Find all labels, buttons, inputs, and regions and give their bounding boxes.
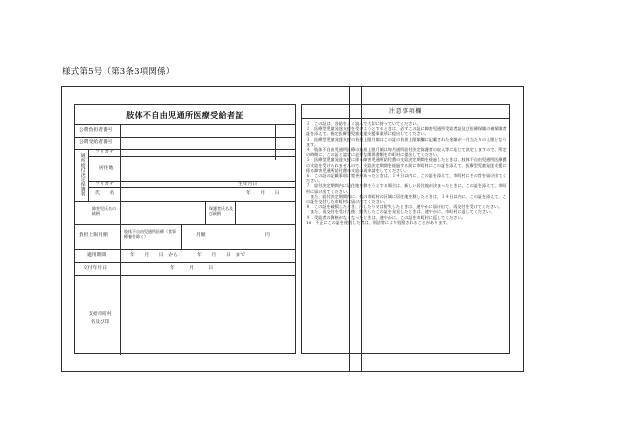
notes-body — [306, 121, 507, 225]
certificate-table — [74, 104, 296, 354]
note-item: ３ 医療型児童発達支援の負担上限月額はこの証の負担上限額欄に記載された金額が一月当たりの上限となります。 — [306, 136, 507, 147]
rule-payer — [75, 137, 295, 138]
valid-period-label: 適用期間 — [87, 253, 107, 258]
furigana-label-2: フリガナ — [95, 182, 114, 187]
address-label: 居住地 — [99, 166, 114, 171]
note-item: また、再交付を受けた後、紛失したこの証を発見したときは、速やかに、市町村に返してください。 — [306, 209, 495, 215]
valid-period-value: 年 月 日 から 年 月 日 まで — [130, 253, 246, 258]
copay-limit-subject: 肢体不自由児通所医療（食事療養を除く） — [124, 229, 176, 239]
rule-period — [75, 262, 295, 263]
rule-guardian-col-b — [235, 201, 236, 224]
note-item: ９ 受給者の資格がなくなったときは、速やかに、この証を市町村に返してください。 — [306, 214, 466, 220]
guardian-name-relationship-label: 保護者氏名及び続柄 — [209, 206, 233, 216]
child-name-relationship-label: 障害児氏名の続柄 — [92, 206, 116, 216]
note-item: ７ 給付決定期間内に居住地を移そうとする場合は、新しい居住地が決まったときに、この証を添えて、市町村に届け出てください。 — [306, 183, 507, 194]
note-item: ５ 医療型児童発達支援に係る障害児通所給付費の支給決定期間を経過したときは、肢体不自由児通所医療費の支給を受けられませんので、支給決定期間を経過する前に市町村にこの証を添えて、医療型児童発達支援に係る障害児通所給付費の支給の再申請をしてください。 — [306, 157, 507, 173]
yen-label: 円 — [265, 233, 270, 238]
rule-name — [75, 201, 295, 202]
note-item: １ この証は、各給をよく読んで大切に持っていてください。 — [306, 121, 421, 126]
notes-panel — [301, 104, 510, 354]
rule-copay — [75, 249, 295, 250]
copay-limit-label: 負担上限月額 — [79, 233, 108, 238]
monthly-label: 月額 — [196, 233, 206, 238]
note-item: ６ この証の記載事項に変更があったときは、１４日以内に、この証を添えて、市町村にその旨を届け出てください。 — [306, 173, 507, 184]
furigana-label-1: フリガナ — [95, 150, 114, 155]
document-frame — [61, 86, 524, 372]
issue-date-value: 年 月 日 — [170, 266, 214, 271]
form-number: 様式第5号（第3条3項関係） — [62, 67, 175, 77]
rule-label-col — [120, 125, 121, 355]
notes-title: 注意事項欄 — [302, 105, 509, 119]
birth-date-format: 年 月 日 — [246, 191, 280, 196]
guardian-group-label: 通所給付決定保護者 — [79, 153, 85, 197]
certificate-title: 肢体不自由児通所医療受給者証 — [75, 105, 295, 125]
rule-group-col — [88, 149, 89, 201]
issue-date-label: 交付年月日 — [83, 266, 107, 271]
rule-copay-col — [181, 224, 182, 249]
note-item: ８ この証を破損したとき、汚したり又は紛失したときは、速やかに届け出て、再交付を受けてください。 — [306, 204, 503, 210]
birth-date-label: 生年月日 — [238, 182, 258, 187]
note-item: ２ 医療型児童発達支援を受けようとするときは、必ずこの証に障害児通所受給者証及び医療保険の被保険者証を添えて、指定医療型児童発達支援事業所に提出してください。 — [306, 126, 507, 137]
recipient-no-label: 公費受給者番号 — [79, 140, 113, 145]
payer-no-label: 公費負担者番号 — [79, 128, 113, 133]
rule-issue — [75, 275, 295, 276]
rule-guardian-col-a — [205, 201, 206, 224]
note-item: ４ 肢体不自由児通所医療の負担上限月額は毎月通所給付決定保護者の収入等に応じて決定しますので、所定の時期に、この証と認定に必要な関係書類を市町村に提出してください。 — [306, 147, 507, 158]
issuer-label: 支給市町村名及び印 — [88, 312, 112, 325]
note-item: 10 不正にこの証を使用した者は、刑法等により処罰されることがあります。 — [306, 219, 451, 225]
rule-child — [75, 224, 295, 225]
rule-photo-col — [275, 125, 276, 160]
note-item: また、給付決定期間内に、他の市町村の区域に居住地を移したときは、１４日以内に、この証を添えて、この証を交付した市町村に届け出てください。 — [306, 193, 507, 205]
name-label: 氏 名 — [95, 191, 115, 196]
